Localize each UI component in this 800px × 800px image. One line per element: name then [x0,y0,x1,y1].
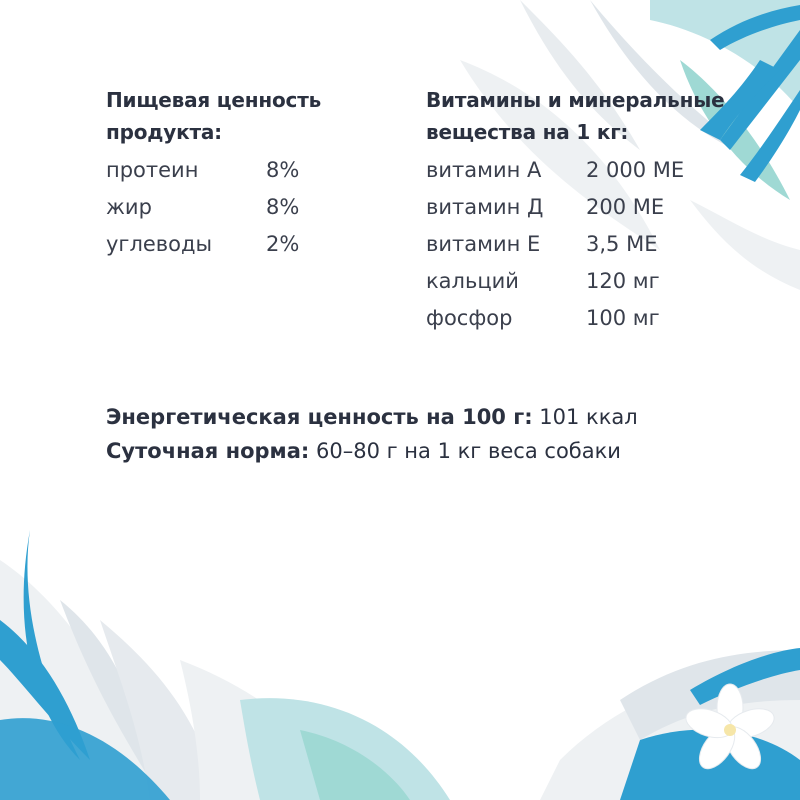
energy-value: 101 ккал [539,405,638,429]
vitamin-value: 2 000 МЕ [586,158,685,182]
nutrient-label: углеводы [106,232,213,256]
vitamins-heading-line1: Витамины и минеральные [426,88,725,112]
nutrient-value: 8% [266,195,300,219]
vitamin-label: фосфор [426,306,513,330]
daily-norm-line [106,436,621,466]
nutrient-label: протеин [106,158,199,182]
vitamin-label: витамин А [426,158,542,182]
energy-value-line [106,402,638,432]
vitamin-label: витамин Е [426,232,541,256]
vitamins-heading [426,84,766,148]
nutrient-value: 8% [266,158,300,182]
vitamin-value: 100 мг [586,306,660,330]
vitamin-label: кальций [426,269,519,293]
vitamin-value: 3,5 МЕ [586,232,658,256]
nutrient-label: жир [106,195,152,219]
energy-label: Энергетическая ценность на 100 г: [106,405,533,429]
vitamin-value: 120 мг [586,269,660,293]
vitamins-heading-line2: вещества на 1 кг: [426,120,629,144]
nutrition-heading-line1: Пищевая ценность [106,88,322,112]
nutrition-heading [106,84,386,148]
nutrition-heading-line2: продукта: [106,120,222,144]
vitamin-label: витамин Д [426,195,544,219]
daily-norm-label: Суточная норма: [106,439,310,463]
nutrient-value: 2% [266,232,300,256]
daily-norm-value: 60–80 г на 1 кг веса собаки [315,439,621,463]
vitamin-value: 200 МЕ [586,195,665,219]
